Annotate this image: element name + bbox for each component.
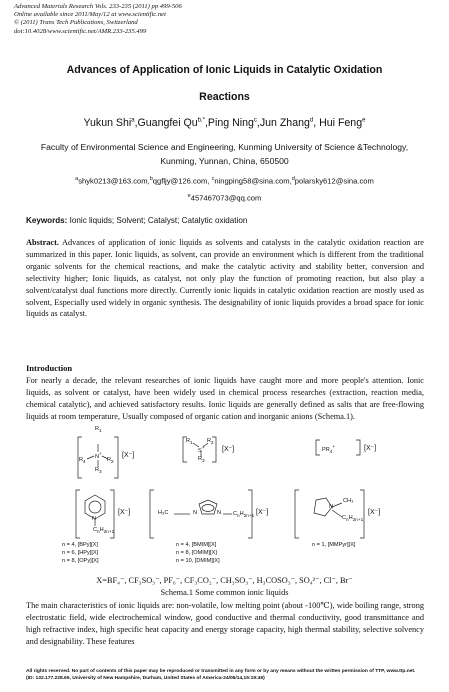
imidazolium-label: n = 10, [DMIM][X] <box>176 558 220 564</box>
sulfonium-s: S+ <box>198 445 205 454</box>
ammonium-anion: [X⁻] <box>122 452 135 459</box>
author-sup: b,* <box>197 117 205 124</box>
keywords <box>26 216 247 225</box>
imidazolium-anion: [X⁻] <box>256 509 269 516</box>
keywords-label: Keywords: <box>26 216 68 225</box>
sulfonium-r3: $R_3$ <box>198 456 205 464</box>
author-name: Hui Feng <box>319 117 363 129</box>
imidazolium-n2: N <box>217 510 222 516</box>
imidazolium-chain: $C_nH_{2n+1}$ <box>233 511 255 519</box>
imidazolium-methyl: H₃C <box>158 510 169 516</box>
author-list: Yukun Shi$^a$,Guangfei $Qu^{b,*},Ping$ Ning$^c$,Jun Zhang$^d$, Hui Feng$^e$ <box>83 117 366 129</box>
pyridinium-chain: $C_nH_{2n+1}$ <box>93 527 115 535</box>
affiliation-line-2: Kunming, Yunnan, China, 650500 <box>160 156 289 166</box>
author-name: Ping Ning <box>207 117 254 129</box>
paper-title <box>0 57 449 111</box>
main-paragraph: The main characteristics of ionic liquids are: non-volatile, low melting point (about -100℃), wide boiling range, strong electrostatic field, wide electrochemical window, good conductive and thermal conductivity, good transmittance and high refractive index, high specific heat capacity and energy storage capacity, high thermal stability, selective solvency and designability. These features <box>26 601 424 646</box>
abstract <box>26 237 424 320</box>
ammonium-r3: $R_3$ <box>95 467 102 475</box>
author-sup: d <box>309 117 314 124</box>
ammonium-n: N+ <box>95 451 102 460</box>
pyridinium-label: n = 6, [HPy][X] <box>62 550 99 556</box>
pyrrolidinium-n: N <box>329 504 334 510</box>
phosphonium-formula: $PR_4^+$ <box>322 444 336 454</box>
scheme-caption: Schema.1 Some common ionic liquids <box>160 588 289 597</box>
ammonium-r2: $R_2$ <box>107 457 114 465</box>
pyridinium-n: N <box>92 516 97 522</box>
ammonium-r1: $R_1$ <box>95 426 102 434</box>
pyridinium-anion: [X⁻] <box>118 509 131 516</box>
email-a[interactable]: shyk0213@163.com <box>78 176 148 186</box>
pyrrolidinium-chain: $C_nH_{2n+1}$ <box>342 515 364 523</box>
header-online: Online available since 2011/May/12 at www.scientific.net <box>14 11 166 19</box>
email-b[interactable]: qgfljy@126.com <box>152 176 208 186</box>
scheme-anions: X=BF₄⁻, CF₃SO₃⁻, PF₆⁻, CF₃CO₂⁻, CH₃SO₃⁻, H₃COSO₃⁻, SO₄²⁻, Cl⁻, Br⁻ <box>96 576 353 585</box>
imidazolium-label: n = 4, [BMIM][X] <box>176 542 217 548</box>
abstract-label: Abstract. <box>26 238 59 247</box>
pyrrolidinium-anion: [X⁻] <box>368 509 381 516</box>
sulfonium-anion: [X⁻] <box>222 446 235 453</box>
pyrrolidinium-label: n = 1, [MMPyr][X] <box>312 542 356 548</box>
author-name: Guangfei Qu <box>137 117 198 129</box>
header-doi: doi:10.4028/www.scientific.net/AMR.233-235.499 <box>14 27 147 35</box>
pyrrolidinium-methyl: CH₃ <box>343 498 354 504</box>
sulfonium-r2: $R_2$ <box>207 438 214 446</box>
email-c[interactable]: ningping58@sina.com <box>214 176 290 186</box>
author-name: Jun Zhang <box>259 117 310 129</box>
imidazolium-n1: N <box>193 510 198 516</box>
sulfonium-r1: $R_1$ <box>186 438 193 446</box>
affiliation <box>0 140 449 168</box>
section-heading-introduction: Introduction <box>26 363 73 373</box>
pyridinium-label: n = 4, [BPy][X] <box>62 542 98 548</box>
header-citation: Advanced Materials Research Vols. 233-235 (2011) pp 499-506 <box>14 3 182 10</box>
introduction-text: For nearly a decade, the relevant researches of ionic liquids have caught more and more people's attention. Ionic liquids, as solvent or catalyst, have been widely used in chemical process researches (extraction, reaction media, chemical catalytic), and achieved satisfactory results. Ionic liquids are generally defined as salts that are free-flowing liquids at room temperature, Usually composed of organic cation and inorganic anions (Schema.1). <box>26 376 424 421</box>
pyridinium-label: n = 8, [OPy][X] <box>62 558 99 564</box>
email-line-2: $^e$457467073@qq.com <box>187 192 262 203</box>
email-e[interactable]: 457467073@qq.com <box>190 193 262 203</box>
affiliation-line-1: Faculty of Environmental Science and Engineering, Kunming University of Science &Technology, <box>40 142 409 152</box>
imidazolium-label: n = 8, [OMIM][X] <box>176 550 217 556</box>
title-line-2: Reactions <box>199 91 250 103</box>
ammonium-r4: $R_4$ <box>79 457 86 465</box>
email-line-1: $^a$shyk0213@163.com,$^b$qgfljy@126.com, $^c$ningping58@sina.com,$^d$polarsky612@sina.com <box>75 176 374 186</box>
author-sup: e <box>362 117 366 124</box>
copyright-footer: All rights reserved. No part of contents of this paper may be reproduced or transmitted in any form or by any means without the written permission of TTP, www.ttp.net. (ID: 132.177.228.65, University of New Hampshire, Durham, United States of America-24/06/14,15:19:49) <box>26 669 416 681</box>
email-list <box>0 172 449 205</box>
phosphonium-anion: [X⁻] <box>364 445 377 452</box>
title-line-1: Advances of Application of Ionic Liquids in Catalytic Oxidation <box>66 64 383 76</box>
author-sup: c <box>253 117 257 124</box>
scheme-figure <box>60 420 400 580</box>
journal-header <box>14 3 182 36</box>
author-sup: a <box>131 117 135 124</box>
keywords-text: Ionic liquids; Solvent; Catalyst; Catalytic oxidation <box>69 216 248 225</box>
email-d[interactable]: polarsky612@sina.com <box>294 176 374 186</box>
abstract-text: Advances of application of ionic liquids as solvents and catalysts in the catalytic oxidation reaction are summarized in this paper. Ionic liquids, as solvent, can provide an environment which is different from the traditional organic solvents for the chemical reactions, and make the catalytic activity and stability better, conversion and selectivity higher; Ionic liquids, as catalyst, not only play the function of promoting reaction, but also play a solvent/catalyst dual functions more directly. Currently ionic liquids in catalytic oxidation reaction are mostly used as solvent, Especially used widely in organic synthesis. The designability of ionic liquids provides a broad space for ionic liquids as catalyst. <box>26 238 424 319</box>
header-copyright: © (2011) Trans Tech Publications, Switzerland <box>14 19 138 27</box>
author-name: Yukun Shi <box>83 117 132 129</box>
